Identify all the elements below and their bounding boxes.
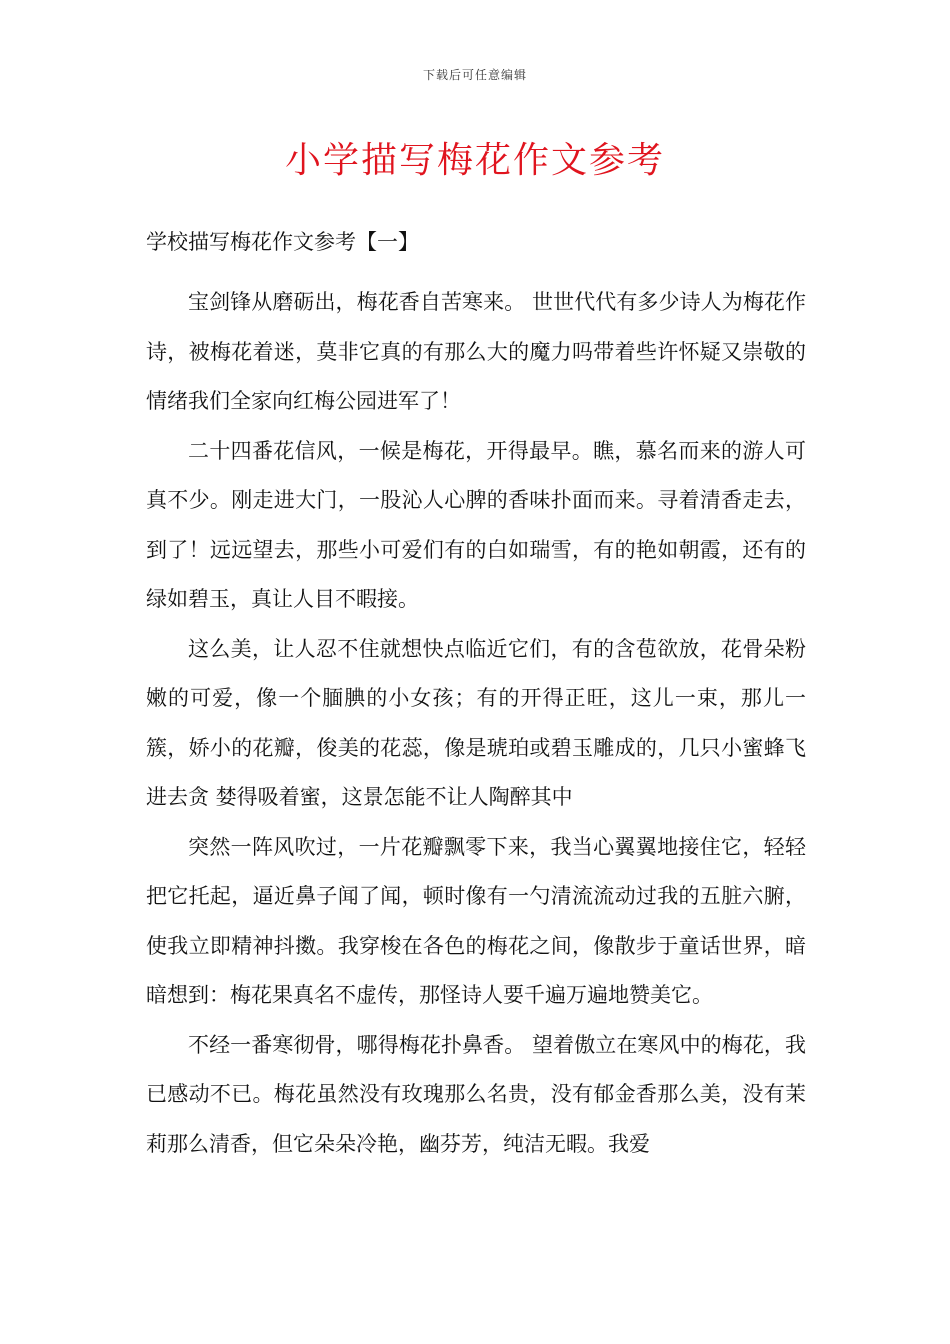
header-note: 下载后可任意编辑 [422, 68, 527, 82]
paragraph-5: 不经一番寒彻骨，哪得梅花扑鼻香。 望着傲立在寒风中的梅花，我已感动不已。梅花虽然没有玫瑰那么名贵，没有郁金香那么美，没有茉莉那么清香，但它朵朵冷艳，幽芬芳，纯洁无暇。我爱 [146, 1032, 806, 1156]
section-heading: 学校描写梅花作文参考【一】 [146, 230, 419, 254]
paragraph-4: 突然一阵风吹过，一片花瓣飘零下来，我当心翼翼地接住它，轻轻把它托起，逼近鼻子闻了闻，顿时像有一勺清流流动过我的五脏六腑，使我立即精神抖擞。我穿梭在各色的梅花之间，像散步于童话世界，暗暗想到：梅花果真名不虚传，那怪诗人要千遍万遍地赞美它。 [146, 834, 806, 1007]
paragraph-1: 宝剑锋从磨砺出，梅花香自苦寒来。 世世代代有多少诗人为梅花作诗，被梅花着迷，莫非它真的有那么大的魔力吗带着些许怀疑又崇敬的情绪我们全家向红梅公园进军了！ [146, 290, 806, 413]
document-title: 小学描写梅花作文参考 [284, 140, 665, 181]
document-body [146, 228, 806, 1169]
paragraph-2: 二十四番花信风，一候是梅花，开得最早。瞧，慕名而来的游人可真不少。刚走进大门，一股沁人心脾的香味扑面而来。寻着清香走去，到了！远远望去，那些小可爱们有的白如瑞雪，有的艳如朝霞，还有的绿如碧玉，真让人目不暇接。 [146, 438, 806, 611]
paragraph-3: 这么美，让人忍不住就想快点临近它们，有的含苞欲放，花骨朵粉嫩的可爱，像一个腼腆的小女孩；有的开得正旺，这儿一束，那儿一簇，娇小的花瓣，俊美的花蕊，像是琥珀或碧玉雕成的，几只小蜜蜂飞进去贪 婪得吸着蜜，这景怎能不让人陶醉其中 [146, 636, 806, 809]
